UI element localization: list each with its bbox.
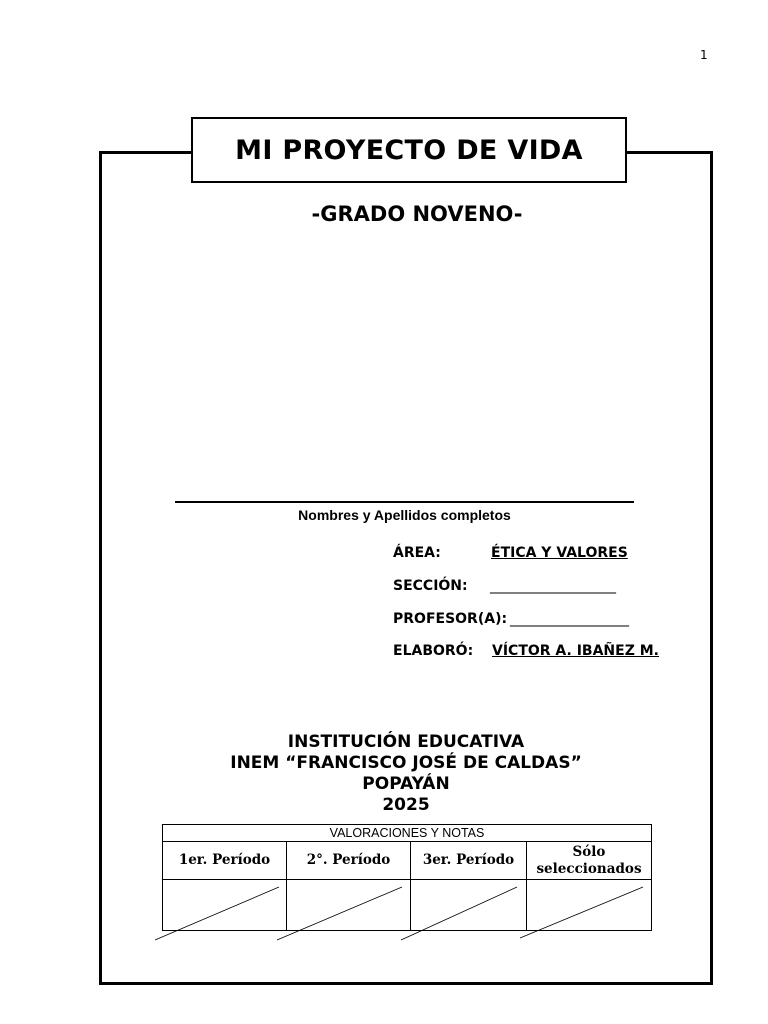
- area-label: ÁREA:: [393, 545, 441, 561]
- page-number: 1: [700, 48, 708, 62]
- name-signature-line: [175, 501, 634, 503]
- teacher-blank: _________________: [510, 611, 629, 627]
- grade-subtitle: -GRADO NOVENO-: [311, 202, 523, 226]
- institution-year: 2025: [382, 795, 430, 815]
- grade-cell-period-2[interactable]: [287, 880, 411, 931]
- teacher-label: PROFESOR(A):: [393, 611, 508, 627]
- document-title: MI PROYECTO DE VIDA: [191, 117, 627, 183]
- name-label: Nombres y Apellidos completos: [298, 507, 511, 523]
- grade-cell-selected[interactable]: [527, 880, 652, 931]
- section-label: SECCIÓN:: [393, 578, 468, 594]
- area-value: ÉTICA Y VALORES: [491, 545, 628, 561]
- author-value: VÍCTOR A. IBAÑEZ M.: [492, 643, 659, 659]
- institution-block: [99, 732, 713, 816]
- grades-header-period-3: 3er. Período: [411, 842, 527, 880]
- grades-table: [162, 824, 652, 931]
- grade-cell-period-1[interactable]: [163, 880, 287, 931]
- grades-header-period-1: 1er. Período: [163, 842, 287, 880]
- institution-line-2: INEM “FRANCISCO JOSÉ DE CALDAS”: [230, 753, 582, 773]
- author-label: ELABORÓ:: [393, 643, 474, 659]
- grade-cell-period-3[interactable]: [411, 880, 527, 931]
- institution-line-1: INSTITUCIÓN EDUCATIVA: [287, 732, 525, 752]
- institution-city: POPAYÁN: [362, 774, 450, 794]
- grades-table-caption: VALORACIONES Y NOTAS: [163, 825, 652, 842]
- grades-header-selected: Sólo seleccionados: [527, 842, 652, 880]
- section-blank: __________________: [490, 578, 616, 594]
- grades-header-period-2: 2°. Período: [287, 842, 411, 880]
